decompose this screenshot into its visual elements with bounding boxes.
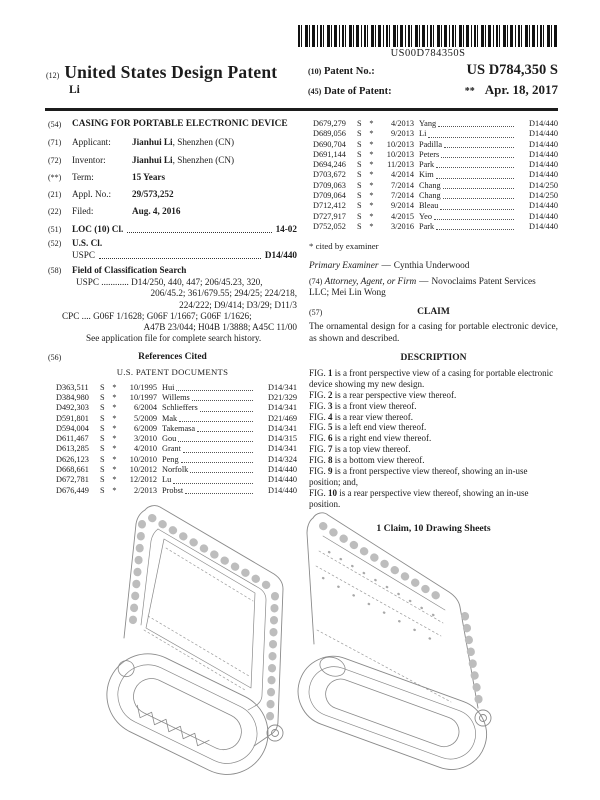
fig-description: FIG. 6 is a right end view thereof.	[309, 433, 432, 444]
content-columns	[48, 119, 558, 534]
applicant-value: Jianhui Li, Shenzhen (CN)	[132, 137, 235, 148]
field-applicant: (71) Applicant: Jianhui Li, Shenzhen (CN)	[48, 137, 297, 148]
references-table-right	[313, 119, 558, 232]
dotted-leader	[441, 150, 514, 158]
header	[46, 62, 558, 101]
fig-description: FIG. 9 is a front perspective view thereof, showing an in-use position; and,	[309, 466, 528, 487]
inventor-surname: Li	[69, 84, 80, 96]
table-row: D492,303 S * 6/2004 Schlieffers D14/341	[56, 403, 297, 413]
fig-description: FIG. 10 is a rear perspective view thereof, showing an in-use position.	[309, 487, 529, 509]
table-row: D676,449 S * 2/2013 Probst D14/440	[56, 485, 297, 495]
dotted-leader	[181, 455, 253, 463]
field-loc-class: (51) LOC (10) Cl. 14-02	[48, 223, 297, 234]
term-value: 15 Years	[132, 171, 166, 182]
patent-date-value: ** Apr. 18, 2017	[464, 82, 558, 97]
barcode	[298, 25, 558, 59]
dotted-leader	[436, 170, 514, 178]
table-row: D703,672 S * 4/2014 Kim D14/440	[313, 170, 558, 180]
search-history-note: See application file for complete search history.	[86, 332, 262, 343]
appl-no-value: 29/573,252	[132, 189, 174, 200]
invention-title: CASING FOR PORTABLE ELECTRONIC DEVICE	[72, 119, 288, 129]
table-row: D694,246 S * 11/2013 Park D14/440	[313, 160, 558, 170]
field-appl-no: (21) Appl. No.: 29/573,252	[48, 189, 297, 200]
header-right	[308, 62, 558, 101]
table-row: D691,144 S * 10/2013 Peters D14/440	[313, 149, 558, 159]
kind-code-number: (12)	[46, 71, 60, 80]
table-row: D613,285 S * 4/2010 Grant D14/341	[56, 444, 297, 454]
dotted-leader	[127, 224, 271, 233]
table-row: D689,056 S * 9/2013 Li D14/440	[313, 129, 558, 139]
patent-number-label: (10) Patent No.:	[308, 66, 375, 77]
dotted-leader	[179, 414, 253, 422]
dotted-leader	[178, 434, 253, 442]
table-row: D709,063 S * 7/2014 Chang D14/250	[313, 180, 558, 190]
uspc-row: USPC D14/440	[72, 250, 297, 260]
dotted-leader	[200, 403, 253, 411]
table-row: D668,661 S * 10/2012 Norfolk D14/440	[56, 465, 297, 474]
dotted-leader	[428, 129, 514, 137]
table-row: D690,704 S * 10/2013 Padilla D14/440	[313, 139, 558, 149]
us-patent-documents-heading: U.S. PATENT DOCUMENTS	[116, 366, 229, 377]
attorney-name: Novoclaims Patent Services LLC; Mei Lin Wong	[309, 276, 536, 298]
table-row: D712,412 S * 9/2014 Bleau D14/440	[313, 201, 558, 211]
table-row: D363,511 S * 10/1995 Hui D14/341	[56, 382, 297, 392]
dotted-leader	[436, 222, 514, 230]
figure-front-perspective-icon	[82, 500, 297, 795]
table-row: D709,064 S * 7/2014 Chang D14/250	[313, 191, 558, 201]
patent-number-row	[308, 62, 558, 79]
fig-description: FIG. 5 is a left end view thereof.	[309, 422, 427, 433]
field-title: (54) CASING FOR PORTABLE ELECTRONIC DEVICE	[48, 119, 297, 130]
barcode-icon	[298, 25, 558, 47]
right-column	[309, 119, 558, 534]
dotted-leader	[190, 465, 253, 473]
table-row: D672,781 S * 12/2012 Lu D14/440	[56, 475, 297, 485]
dotted-leader	[443, 191, 514, 199]
dotted-leader	[436, 160, 514, 168]
barcode-number: US00D784350S	[390, 48, 466, 59]
uspc-value: D14/440	[264, 250, 297, 260]
field-classification-search: (58) Field of Classification Search	[48, 265, 187, 276]
loc-class-value: 14-02	[275, 223, 297, 234]
term-extension-stars: **	[464, 86, 475, 97]
dotted-leader	[176, 383, 253, 391]
patent-number-value: US D784,350 S	[466, 62, 558, 78]
patent-date-row	[308, 82, 558, 98]
fig-description: FIG. 3 is a front view thereof.	[309, 400, 417, 411]
fig-description: FIG. 8 is a bottom view thereof.	[309, 455, 425, 466]
fig-description: FIG. 2 is a rear perspective view thereof.	[309, 389, 457, 400]
document-title-row	[46, 62, 277, 83]
dotted-leader	[183, 444, 253, 452]
claim-heading: (57) CLAIM	[309, 307, 450, 318]
dotted-leader	[443, 181, 514, 189]
field-filed: (22) Filed: Aug. 4, 2016	[48, 206, 297, 217]
description-heading: DESCRIPTION	[400, 352, 467, 363]
table-row: D727,917 S * 4/2015 Yeo D14/440	[313, 211, 558, 221]
table-row: D752,052 S * 3/2016 Park D14/440	[313, 221, 558, 231]
header-left	[46, 62, 277, 101]
field-term: (**) Term: 15 Years	[48, 172, 297, 183]
claim-text: The ornamental design for a casing for portable electronic device, as shown and described.	[309, 322, 558, 344]
table-row: D679,279 S * 4/2013 Yang D14/440	[313, 119, 558, 128]
table-row: D591,801 S * 5/2009 Mak D21/469	[56, 413, 297, 423]
table-row: D626,123 S * 10/2010 Peng D14/324	[56, 454, 297, 464]
attorney-line: (74) Attorney, Agent, or Firm — Novoclaims Patent Services LLC; Mei Lin Wong	[309, 276, 536, 298]
dotted-leader	[438, 119, 514, 127]
field-inventor: (72) Inventor: Jianhui Li, Shenzhen (CN)	[48, 155, 297, 166]
examiner-name: Cynthia Underwood	[393, 261, 470, 272]
dotted-leader	[434, 212, 514, 220]
document-title: United States Design Patent	[64, 62, 278, 82]
figure-descriptions	[309, 368, 558, 510]
table-row: D384,980 S * 10/1997 Willems D21/329	[56, 392, 297, 402]
dotted-leader	[192, 393, 253, 401]
table-row: D594,004 S * 6/2009 Takemasa D14/341	[56, 423, 297, 433]
dotted-leader	[197, 424, 253, 432]
classification-search-lines: USPC ............ D14/250, 440, 447; 206/45.23, 320, 206/45.2; 361/679.55; 294/25; 224/218, 224/222; D9/414; D3/29; D11/3 CPC .... G06F 1/1628; G06F 1/1667; G06F 1/1626; A47B 23/044; H04B 1/3888; A45C 11/00 See application file for complete search history.	[62, 277, 297, 343]
fig-description: FIG. 4 is a rear view thereof.	[309, 411, 413, 422]
inventor-value: Jianhui Li, Shenzhen (CN)	[132, 154, 235, 165]
cited-by-examiner-note: * cited by examiner	[309, 241, 379, 252]
field-us-class: (52) U.S. Cl.	[48, 237, 103, 248]
references-table-left	[56, 383, 297, 496]
dotted-leader	[99, 250, 261, 259]
fig-description: FIG. 1 is a front perspective view of a casing for portable electronic device showing my new design.	[309, 367, 554, 389]
dotted-leader	[444, 140, 514, 148]
filed-value: Aug. 4, 2016	[132, 206, 181, 217]
left-column	[48, 119, 297, 534]
claims-sheets-note: 1 Claim, 10 Drawing Sheets	[376, 522, 491, 534]
header-divider	[45, 108, 558, 111]
figure-rear-perspective-icon	[293, 506, 508, 781]
dotted-leader	[173, 475, 253, 483]
drawing-sheet	[0, 498, 600, 800]
dotted-leader	[440, 201, 514, 209]
fig-description: FIG. 7 is a top view thereof.	[309, 444, 411, 455]
references-cited-heading: (56) References Cited	[48, 351, 207, 362]
table-row: D611,467 S * 3/2010 Gou D14/315	[56, 434, 297, 444]
examiner-line: Primary Examiner — Cynthia Underwood	[309, 261, 470, 272]
patent-date-label: (45) Date of Patent:	[308, 86, 392, 97]
dotted-leader	[185, 486, 253, 494]
